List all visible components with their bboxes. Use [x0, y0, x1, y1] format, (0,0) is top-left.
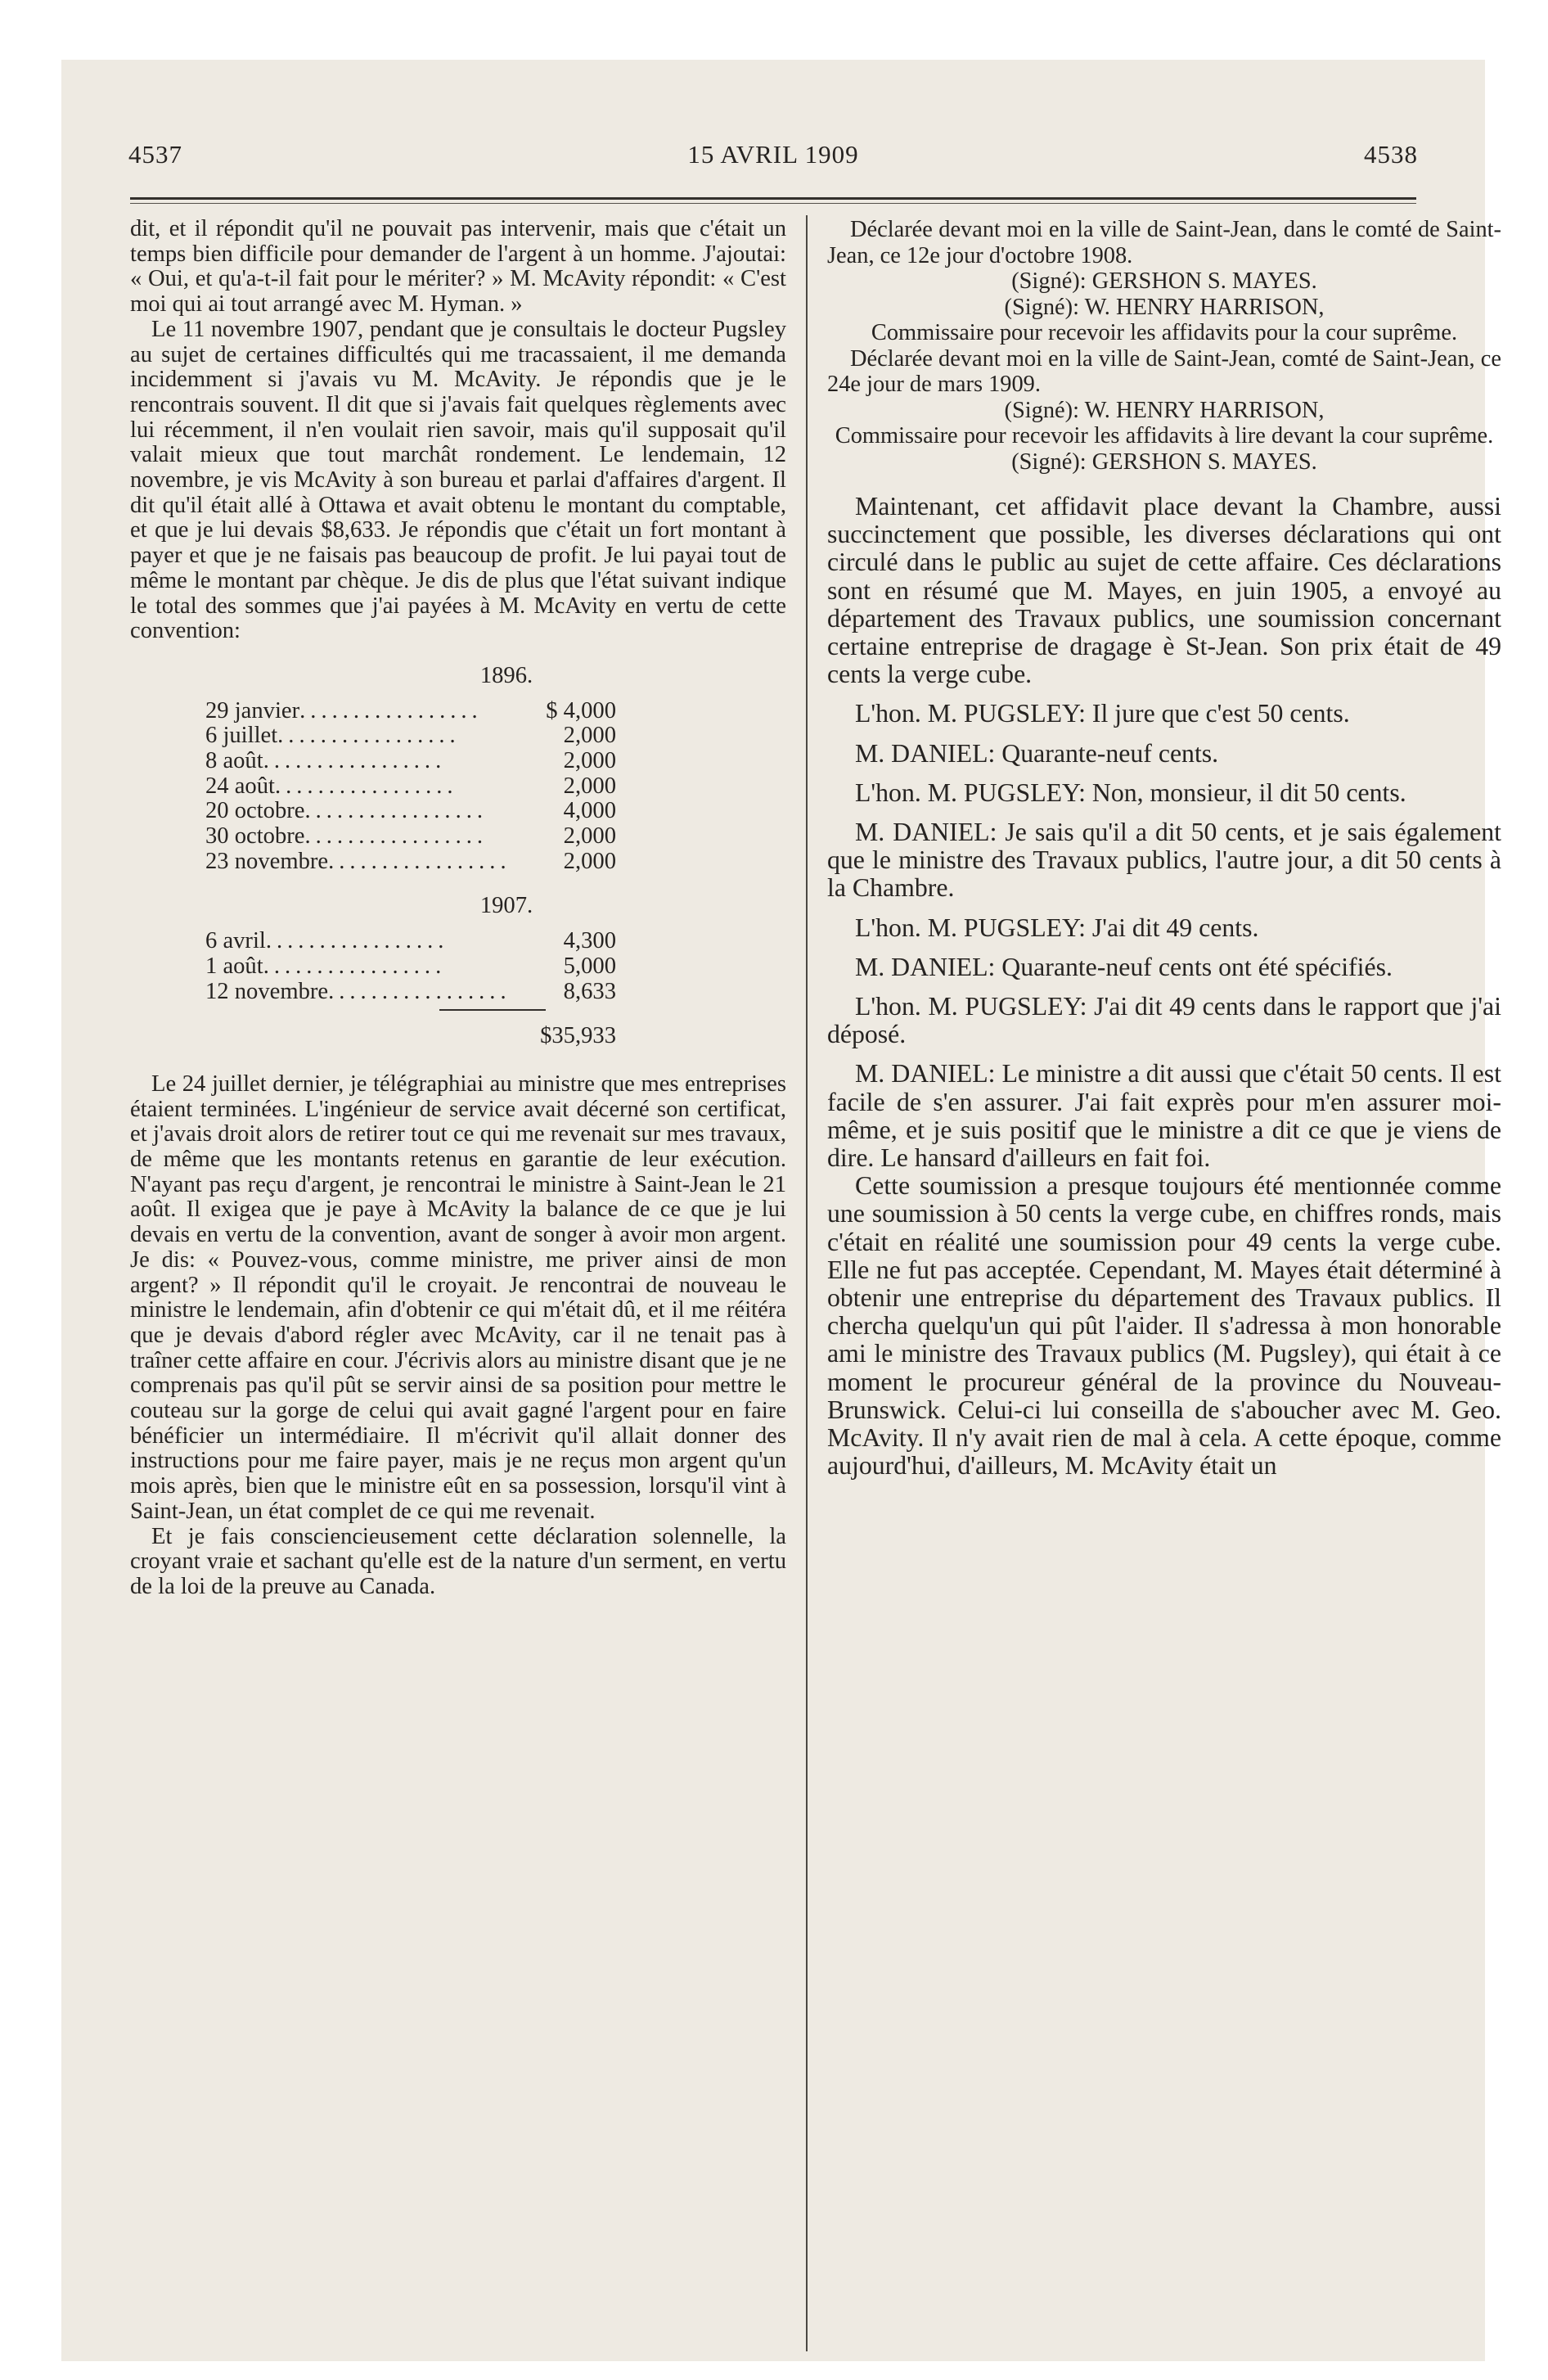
table-row: 29 janvier................. $ 4,000 — [205, 697, 616, 723]
signature-line: (Signé): GERSHON S. MAYES. — [1011, 449, 1317, 475]
declaration-text: Déclarée devant moi en la ville de Saint-Jean, dans le comté de Saint-Jean, ce 12e jour d'octobre 1908. — [827, 217, 1501, 268]
paragraph: M. DANIEL: Le ministre a dit aussi que c'était 50 cents. Il est facile de s'en assurer. J'ai fait exprès pour m'en assurer moi-même, et je suis positif que le ministre a dit ce que je viens de dire. Le hansard d'ailleurs en fait foi. — [827, 1059, 1501, 1173]
payments-table-1907 — [205, 929, 696, 1004]
payment-date: 24 août — [205, 773, 275, 799]
table-row: 1 août................. 5,000 — [205, 953, 616, 979]
payment-amount: $ 4,000 — [546, 697, 616, 723]
payment-date: 20 octobre — [205, 798, 305, 824]
payment-date: 29 janvier — [205, 697, 300, 723]
year-heading: 1907. — [479, 893, 533, 919]
table-row: 6 avril................. 4,300 — [205, 928, 616, 954]
payment-date: 12 novembre — [205, 978, 329, 1004]
payment-amount: 2,000 — [563, 748, 616, 774]
table-row: 20 octobre................. 4,000 — [205, 798, 616, 824]
table-row: 6 juillet................. 2,000 — [205, 723, 616, 749]
header-rule — [130, 197, 1416, 200]
paragraph: L'hon. M. PUGSLEY: Il jure que c'est 50 cents. — [855, 699, 1350, 728]
header-date: 15 AVRIL 1909 — [687, 140, 859, 169]
header-rule-thin — [130, 203, 1416, 204]
right-column — [827, 217, 1501, 1481]
signature-line: (Signé): GERSHON S. MAYES. — [1011, 268, 1317, 294]
paragraph: M. DANIEL: Quarante-neuf cents ont été spécifiés. — [855, 952, 1393, 981]
payment-amount: 4,300 — [563, 928, 616, 954]
column-divider — [806, 215, 808, 2351]
total-rule — [439, 1009, 546, 1011]
table-row: 12 novembre................. 8,633 — [205, 978, 616, 1004]
paragraph: Et je fais consciencieusement cette déclaration solennelle, la croyant vraie et sachant qu'elle est de la nature d'un serment, en vertu de la loi de la preuve au Canada. — [130, 1523, 786, 1599]
paragraph: Cette soumission a presque toujours été mentionnée comme une soumission à 50 cents la verge cube, en chiffres ronds, mais c'était en réalité une soumission pour 49 cents la verge cube. Elle ne fut pas acceptée. Cependant, M. Mayes était déterminé à obtenir une entreprise du département des Travaux publics. Il chercha quelqu'un qui pût l'aider. Il s'adressa à mon honorable ami le ministre des Travaux publics (M. Pugsley), qui était à ce moment le procureur général de la province du Nouveau-Brunswick. Celui-ci lui conseilla de s'aboucher avec M. Geo. McAvity. Il n'y avait rien de mal à cela. A cette époque, comme aujourd'hui, d'ailleurs, M. McAvity était un — [827, 1171, 1501, 1481]
year-heading: 1896. — [479, 662, 533, 688]
paragraph: L'hon. M. PUGSLEY: J'ai dit 49 cents dans le rapport que j'ai déposé. — [827, 992, 1501, 1049]
declaration-block — [827, 217, 1501, 475]
paragraph: L'hon. M. PUGSLEY: J'ai dit 49 cents. — [855, 913, 1259, 942]
table-row: 23 novembre................. 2,000 — [205, 848, 616, 874]
payments-total: $35,933 — [540, 1023, 616, 1049]
payment-amount: 2,000 — [563, 773, 616, 799]
signature-line: (Signé): W. HENRY HARRISON, — [1004, 294, 1325, 320]
right-page-number: 4538 — [1364, 140, 1418, 169]
payment-amount: 2,000 — [563, 823, 616, 850]
paragraph: dit, et il répondit qu'il ne pouvait pas intervenir, mais que c'était un temps bien difficile pour demander de l'argent à un homme. J'ajoutai: « Oui, et qu'a-t-il fait pour le mériter? » M. McAvity répondit: « C'est moi qui ai tout arrangé avec M. Hyman. » — [130, 216, 786, 318]
left-page-number: 4537 — [128, 140, 182, 169]
debate-text — [827, 493, 1501, 1481]
paragraph: M. DANIEL: Quarante-neuf cents. — [855, 738, 1219, 768]
paragraph: M. DANIEL: Je sais qu'il a dit 50 cents, et je sais également que le ministre des Travaux publics, l'autre jour, a dit 50 cents à la Chambre. — [827, 818, 1501, 903]
payment-date: 30 octobre — [205, 823, 305, 850]
payment-date: 6 avril — [205, 928, 266, 954]
payment-amount: 2,000 — [563, 723, 616, 749]
payment-amount: 4,000 — [563, 798, 616, 824]
paragraph: Le 24 juillet dernier, je télégraphiai au ministre que mes entreprises étaient terminées. L'ingénieur de service avait décerné son certificat, et j'avais droit alors de retirer tout ce qui me revenait sur mes travaux, de même que les montants retenus en garantie de leur exécution. N'ayant pas reçu d'argent, je rencontrai le ministre à Saint-Jean le 21 août. Il exigea que je paye à McAvity la balance de ce que je lui devais en vertu de la convention, avant de songer à avoir mon argent. Je dis: « Pouvez-vous, comme ministre, me priver ainsi de mon argent? » Il répondit qu'il le croyait. Je rencontrai de nouveau le ministre le lendemain, afin d'obtenir ce qui m'était dû, et il me réitéra que je devais d'abord régler avec McAvity, car il ne tenait pas à traîner cette affaire en cour. J'écrivis alors au ministre disant que je ne comprenais pas qu'il pût se servir ainsi de sa position pour mettre le couteau sur la gorge de celui qui avait gagné l'argent pour en faire bénéficier un intermédiaire. Il m'écrivit qu'il allait donner des instructions pour me faire payer, mais je ne reçus mon argent qu'un mois après, bien que le ministre eût en sa possession, lorsqu'il vint à Saint-Jean, un état complet de ce qui me revenait. — [130, 1071, 786, 1524]
signature-title: Commissaire pour recevoir les affidavits pour la cour suprême. — [871, 320, 1458, 345]
signature-line: (Signé): W. HENRY HARRISON, — [1004, 397, 1325, 423]
paragraph: L'hon. M. PUGSLEY: Non, monsieur, il dit 50 cents. — [855, 778, 1406, 807]
payment-date: 6 juillet — [205, 723, 278, 749]
table-row: 24 août................. 2,000 — [205, 773, 616, 799]
payment-amount: 2,000 — [563, 848, 616, 874]
paragraph: Le 11 novembre 1907, pendant que je consultais le docteur Pugsley au sujet de certaines difficultés qui me tracassaient, il me demanda incidemment si j'avais vu M. McAvity. Je répondis que je le rencontrais souvent. Il dit que si j'avais fait quelques règlements avec lui récemment, il n'en voulait rien savoir, mais qu'il supposait qu'il valait mieux que tout marchât rondement. Le lendemain, 12 novembre, je vis McAvity à son bureau et parlai d'affaires d'argent. Il dit qu'il était allé à Ottawa et avait obtenu le montant du comptable, et que je lui devais $8,633. Je répondis que c'était un fort montant à payer et que je ne faisais pas beaucoup de profit. Je lui payai tout de même le montant par chèque. Je dis de plus que l'état suivant indique le total des sommes que j'ai payées à M. McAvity en vertu de cette convention: — [130, 316, 786, 644]
paragraph: Maintenant, cet affidavit place devant la Chambre, aussi succinctement que possible, les diverses déclarations qui ont circulé dans le public au sujet de cette affaire. Ces déclarations sont en résumé que M. Mayes, en juin 1905, a envoyé au département des Travaux publics, une soumission concernant certaine entreprise de dragage è St-Jean. Son prix était de 49 cents la verge cube. — [827, 492, 1501, 689]
scanned-page — [61, 60, 1501, 2361]
payment-date: 1 août — [205, 953, 263, 979]
left-column — [130, 217, 786, 1600]
payments-table-1896 — [205, 699, 696, 875]
payment-amount: 5,000 — [563, 953, 616, 979]
payment-amount: 8,633 — [563, 978, 616, 1004]
signature-title: Commissaire pour recevoir les affidavits à lire devant la cour suprême. — [835, 423, 1494, 449]
table-row: 8 août................. 2,000 — [205, 748, 616, 774]
payment-date: 8 août — [205, 748, 263, 774]
declaration-text: Déclarée devant moi en la ville de Saint-Jean, comté de Saint-Jean, ce 24e jour de mars 1909. — [827, 345, 1501, 397]
table-row: 30 octobre................. 2,000 — [205, 823, 616, 850]
payment-date: 23 novembre — [205, 848, 329, 874]
